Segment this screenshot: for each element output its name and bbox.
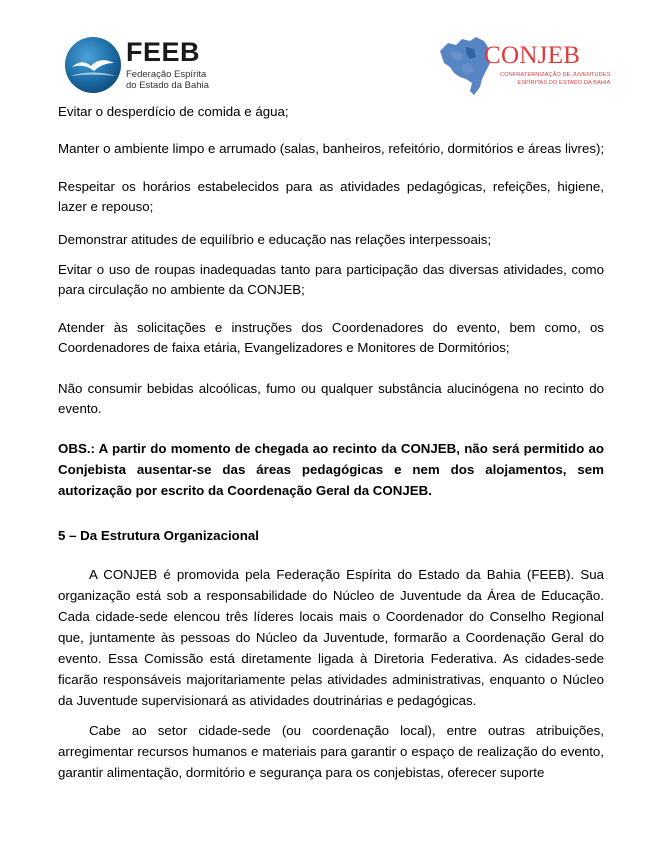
rule-item: Manter o ambiente limpo e arrumado (salas, banheiros, refeitório, dormitórios e áreas livres); bbox=[58, 141, 605, 156]
obs-note: OBS.: A partir do momento de chegada ao recinto da CONJEB, não será permitido ao Conjebista ausentar-se das áreas pedagógicas e nem dos alojamentos, sem autorização por escrito da Coordenação Geral da CONJEB. bbox=[58, 441, 604, 498]
rule-item: Demonstrar atitudes de equilíbrio e educação nas relações interpessoais; bbox=[58, 232, 492, 247]
conjeb-logo bbox=[436, 33, 611, 101]
feeb-subtitle bbox=[126, 69, 209, 91]
feeb-wordmark: FEEB bbox=[126, 37, 201, 67]
conjeb-subtitle-line1: CONFRATERNIZAÇÃO DE JUVENTUDES bbox=[500, 72, 611, 78]
feeb-subtitle-line2: do Estado da Bahia bbox=[126, 80, 209, 91]
conjeb-subtitle bbox=[500, 71, 610, 87]
feeb-logo bbox=[64, 36, 214, 94]
conjeb-wordmark: CONJEB bbox=[484, 42, 581, 69]
rule-item: Não consumir bebidas alcoólicas, fumo ou qualquer substância alucinógena no recinto do evento. bbox=[58, 381, 604, 416]
section-heading: 5 – Da Estrutura Organizacional bbox=[58, 528, 259, 543]
page-header bbox=[0, 0, 661, 100]
conjeb-subtitle-line2: ESPÍRITAS DO ESTADO DA BAHIA bbox=[517, 80, 611, 86]
rule-item: Evitar o desperdício de comida e água; bbox=[58, 104, 289, 119]
feeb-subtitle-line1: Federação Espírita bbox=[126, 69, 207, 80]
rule-item: Evitar o uso de roupas inadequadas tanto para participação das diversas atividades, como para circulação no ambiente da CONJEB; bbox=[58, 262, 604, 297]
section-paragraph: A CONJEB é promovida pela Federação Espírita do Estado da Bahia (FEEB). Sua organização está sob a responsabilidade do Núcleo de Juventude da Área de Educação. Cada cidade-sede elencou três líderes locais mais o Coordenador do Conselho Regional que, juntamente às pessoas do Núcleo da Juventude, formarão a Coordenação Geral do evento. Essa Comissão está diretamente ligada à Diretoria Federativa. As cidades-sede ficarão responsáveis majoritariamente pelas atividades administrativas, enquanto o Núcleo da Juventude supervisionará as atividades doutrinárias e pedagógicas. bbox=[58, 567, 604, 708]
section-paragraph: Cabe ao setor cidade-sede (ou coordenação local), entre outras atribuições, arregimentar recursos humanos e materiais para garantir o espaço de realização do evento, garantir alimentação, dormitório e segurança para os conjebistas, oferecer suporte bbox=[58, 723, 604, 780]
feeb-emblem-icon bbox=[64, 36, 122, 94]
rule-item: Atender às solicitações e instruções dos Coordenadores do evento, bem como, os Coordenadores de faixa etária, Evangelizadores e Monitores de Dormitórios; bbox=[58, 320, 604, 355]
rule-item: Respeitar os horários estabelecidos para as atividades pedagógicas, refeições, higiene, lazer e repouso; bbox=[58, 179, 604, 214]
